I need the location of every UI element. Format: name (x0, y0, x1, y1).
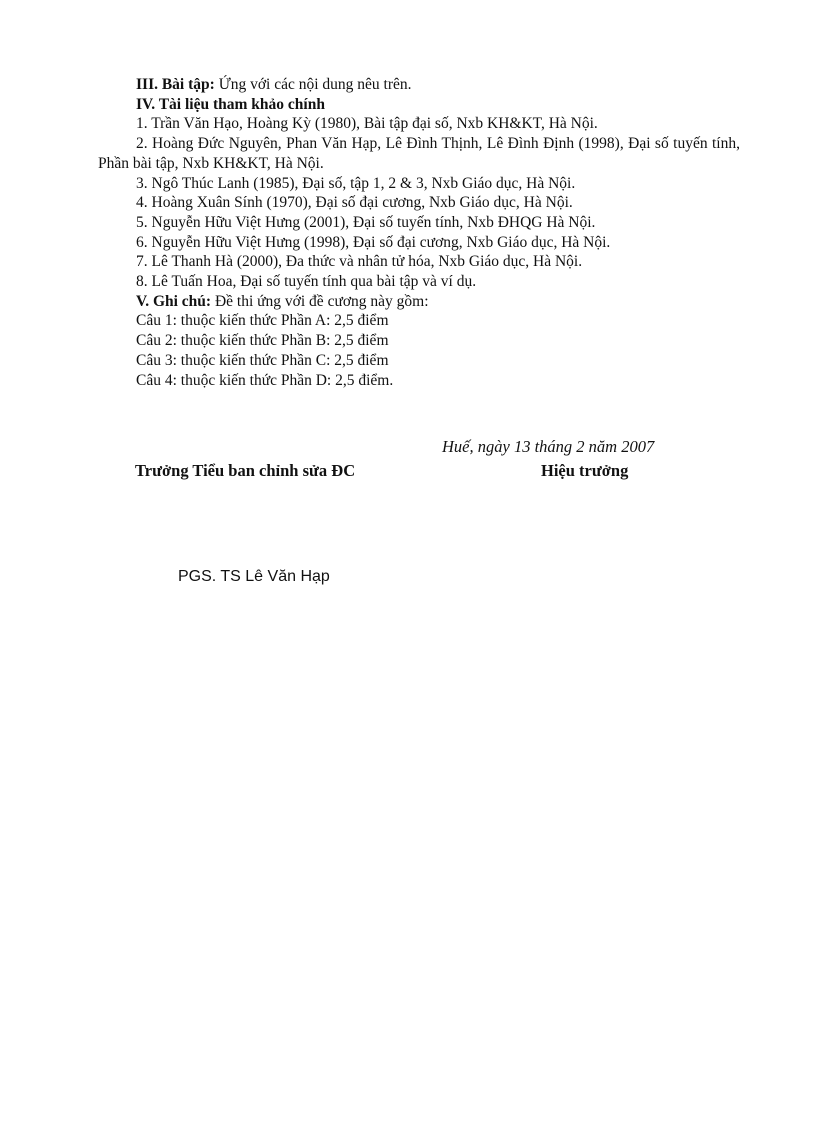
section-5-heading: V. Ghi chú: (136, 292, 212, 310)
signature-date: Huế, ngày 13 tháng 2 năm 2007 (442, 437, 655, 456)
section-5-text: Đề thi ứng với đề cương này gồm: (211, 292, 429, 310)
reference-item: 8. Lê Tuấn Hoa, Đại số tuyến tính qua bài tập và ví dụ. (136, 273, 477, 291)
exam-question-item: Câu 4: thuộc kiến thức Phần D: 2,5 điểm. (136, 371, 394, 389)
document-body (98, 75, 740, 390)
section-4-line (98, 95, 740, 115)
reference-item: 2. Hoàng Đức Nguyên, Phan Văn Hạp, Lê Đình Thịnh, Lê Đình Định (1998), Đại số tuyến tính, Phần bài tập, Nxb KH&KT, Hà Nội. (98, 135, 740, 172)
reference-item: 3. Ngô Thúc Lanh (1985), Đại số, tập 1, 2 & 3, Nxb Giáo dục, Hà Nội. (136, 174, 576, 192)
exam-question-item: Câu 1: thuộc kiến thức Phần A: 2,5 điểm (136, 312, 389, 330)
reference-item: 4. Hoàng Xuân Sính (1970), Đại số đại cương, Nxb Giáo dục, Hà Nội. (136, 194, 573, 212)
exam-question-item: Câu 2: thuộc kiến thức Phần B: 2,5 điểm (136, 332, 389, 350)
section-3-heading: III. Bài tập: (136, 76, 215, 93)
exam-question-item: Câu 3: thuộc kiến thức Phần C: 2,5 điểm (136, 351, 389, 369)
committee-head-name: PGS. TS Lê Văn Hạp (178, 568, 330, 585)
section-5-line (98, 292, 740, 312)
reference-item: 5. Nguyễn Hữu Việt Hưng (2001), Đại số tuyến tính, Nxb ĐHQG Hà Nội. (136, 213, 596, 231)
reference-item: 1. Trần Văn Hạo, Hoàng Kỳ (1980), Bài tập đại số, Nxb KH&KT, Hà Nội. (136, 115, 598, 133)
section-3-text: Ứng với các nội dung nêu trên. (214, 76, 412, 93)
rector-title: Hiệu trưởng (541, 461, 629, 480)
reference-item: 7. Lê Thanh Hà (2000), Đa thức và nhân tử hóa, Nxb Giáo dục, Hà Nội. (136, 253, 583, 271)
section-4-heading: IV. Tài liệu tham khảo chính (136, 95, 325, 113)
committee-head-title: Trưởng Tiểu ban chỉnh sửa ĐC (135, 461, 356, 480)
section-3-line (98, 75, 740, 95)
reference-item: 6. Nguyễn Hữu Việt Hưng (1998), Đại số đại cương, Nxb Giáo dục, Hà Nội. (136, 233, 611, 251)
